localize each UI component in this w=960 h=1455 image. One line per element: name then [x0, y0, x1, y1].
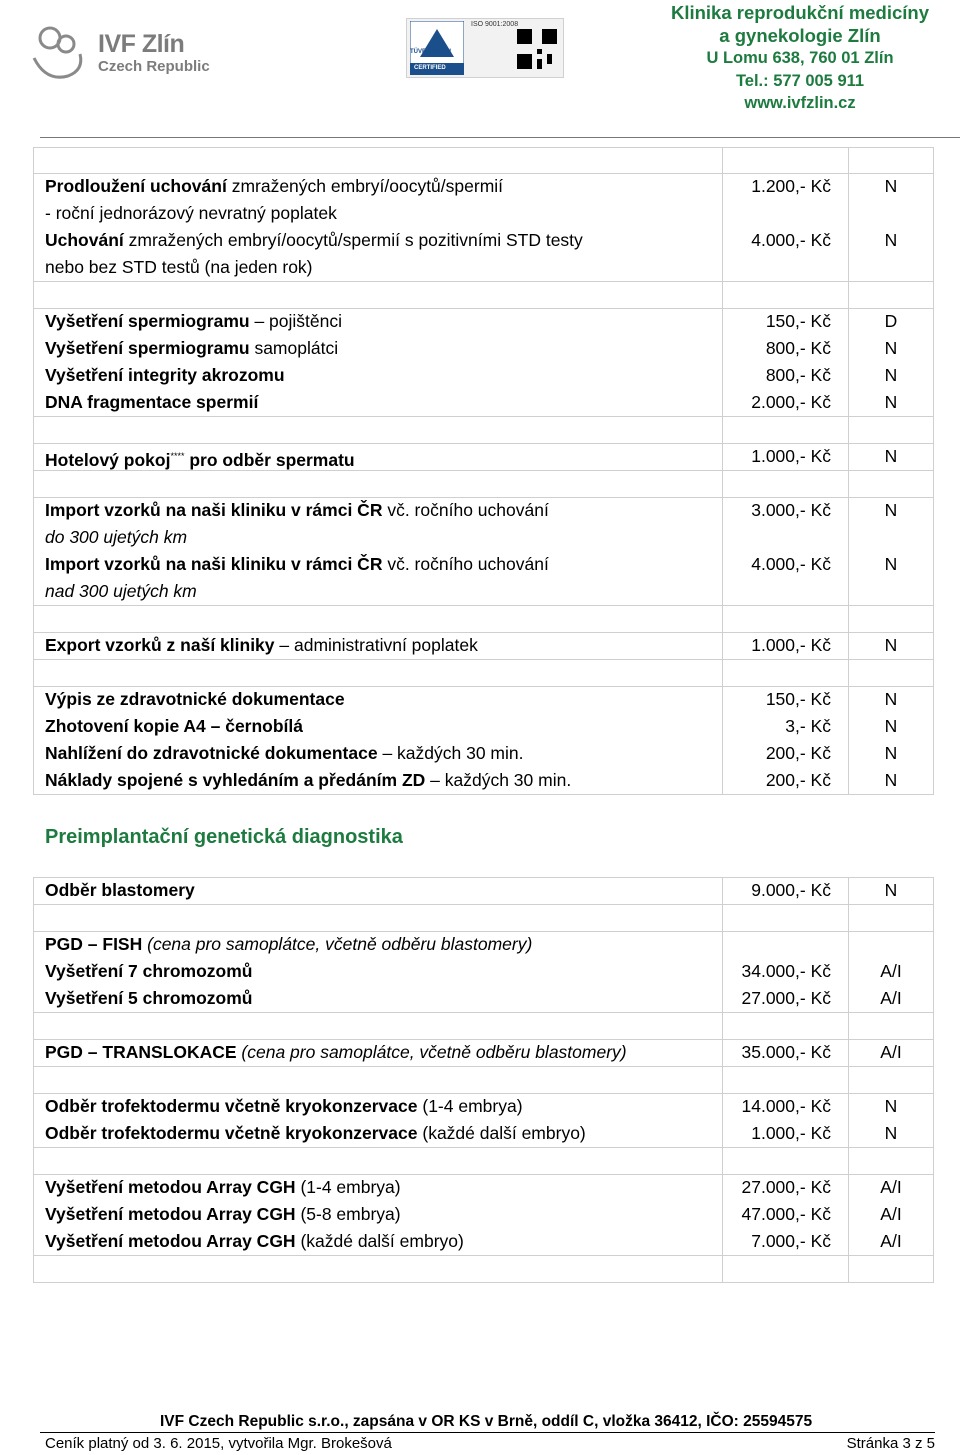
payment-code: A/I [880, 1042, 902, 1062]
table-row [33, 713, 934, 740]
footer-page-number: Stránka 3 z 5 [846, 1435, 935, 1452]
description-text: Uchování [45, 230, 124, 250]
logo-subtitle: Czech Republic [98, 58, 210, 75]
table-spacer-row [33, 904, 934, 931]
description-text: do 300 ujetých km [45, 527, 188, 547]
description-text: zmražených embryí/oocytů/spermií s pozitivními STD testy [123, 230, 583, 250]
service-description [45, 1228, 464, 1255]
service-price: 2.000,- Kč [751, 392, 831, 412]
cert-iso: ISO 9001:2008 [471, 21, 519, 28]
service-price: 34.000,- Kč [741, 961, 831, 981]
payment-code: N [884, 743, 898, 763]
description-text: Nahlížení do zdravotnické dokumentace [45, 743, 378, 763]
service-price: 1.200,- Kč [751, 176, 831, 196]
table-spacer-row [33, 605, 934, 632]
payment-code: A/I [880, 1177, 902, 1197]
payment-code: N [884, 446, 898, 466]
service-description [45, 632, 478, 659]
payment-code: N [884, 176, 898, 196]
description-text: Prodloužení uchování [45, 176, 227, 196]
service-description [45, 227, 583, 254]
service-price: 3.000,- Kč [751, 500, 831, 520]
service-price: 47.000,- Kč [741, 1204, 831, 1224]
service-description [45, 578, 197, 605]
page-header [0, 0, 960, 140]
description-text: (cena pro samoplátce, včetně odběru blastomery) [236, 1042, 627, 1062]
footer-validity: Ceník platný od 3. 6. 2015, vytvořila Mgr. Brokešová [45, 1435, 392, 1452]
price-table-pgd [33, 877, 934, 1283]
description-text: Odběr trofektodermu včetně kryokonzervace [45, 1123, 418, 1143]
table-row [33, 958, 934, 985]
description-text: (1-4 embrya) [295, 1177, 401, 1197]
service-price: 27.000,- Kč [741, 988, 831, 1008]
service-description [45, 362, 285, 389]
clinic-address: U Lomu 638, 760 01 Zlín [706, 49, 894, 67]
service-description [45, 740, 523, 767]
service-description [45, 1174, 401, 1201]
description-text: Vyšetření spermiogramu [45, 338, 250, 358]
footer-divider [40, 1432, 935, 1433]
payment-code: N [884, 716, 898, 736]
ivf-zlin-logo [28, 18, 218, 90]
table-row [33, 1201, 934, 1228]
payment-code: N [884, 1123, 898, 1143]
payment-code: A/I [880, 988, 902, 1008]
clinic-name-line1: Klinika reprodukční medicíny [670, 2, 930, 23]
service-description [45, 200, 337, 227]
table-row [33, 389, 934, 416]
description-text: (každé další embryo) [295, 1231, 464, 1251]
cert-label: CERTIFIED [414, 65, 446, 71]
payment-code: N [884, 635, 898, 655]
description-text: – každých 30 min. [377, 743, 524, 763]
description-text: Hotelový pokoj [45, 449, 171, 470]
iso-certificate-badge [406, 18, 564, 78]
service-price: 200,- Kč [765, 743, 831, 763]
description-text: Vyšetření metodou Array CGH [45, 1204, 296, 1224]
service-price: 800,- Kč [765, 365, 831, 385]
description-text: nebo bez STD testů (na jeden rok) [45, 257, 313, 277]
table-row [33, 767, 934, 794]
table-spacer-row [33, 1147, 934, 1174]
service-price: 1.000,- Kč [751, 1123, 831, 1143]
table-border-bottom [33, 1282, 934, 1283]
description-text: samoplátci [249, 338, 339, 358]
table-spacer-row [33, 470, 934, 497]
payment-code: N [884, 880, 898, 900]
description-text: Vyšetření 7 chromozomů [45, 961, 253, 981]
service-price: 35.000,- Kč [741, 1042, 831, 1062]
service-description [45, 767, 571, 794]
table-spacer-row [33, 281, 934, 308]
description-text: (5-8 embrya) [295, 1204, 401, 1224]
service-description [45, 389, 258, 416]
table-row [33, 254, 934, 281]
table-row [33, 877, 934, 904]
payment-code: N [884, 365, 898, 385]
description-text: Import vzorků na naši kliniku v rámci ČR [45, 500, 383, 520]
clinic-phone: Tel.: 577 005 911 [735, 71, 865, 90]
service-description [45, 686, 345, 713]
description-text: PGD – FISH [45, 934, 143, 954]
table-spacer-row [33, 659, 934, 686]
service-price: 1.000,- Kč [751, 635, 831, 655]
clinic-name-line2: a gynekologie Zlín [719, 24, 881, 46]
service-price: 27.000,- Kč [741, 1177, 831, 1197]
logo-title: IVF Zlín [98, 30, 185, 58]
table-spacer-row [33, 416, 934, 443]
clinic-contact [650, 2, 950, 115]
description-text: – pojištěnci [249, 311, 342, 331]
service-price: 150,- Kč [765, 311, 831, 331]
description-text: - roční jednorázový nevratný poplatek [45, 203, 337, 223]
service-price: 14.000,- Kč [741, 1096, 831, 1116]
payment-code: D [884, 311, 898, 331]
description-text: PGD – TRANSLOKACE [45, 1042, 237, 1062]
table-spacer-row [33, 1012, 934, 1039]
table-row [33, 497, 934, 524]
service-description [45, 1039, 627, 1066]
table-row [33, 578, 934, 605]
service-price: 4.000,- Kč [751, 554, 831, 574]
service-description [45, 1120, 586, 1147]
table-border-bottom [33, 794, 934, 795]
service-price: 800,- Kč [765, 338, 831, 358]
header-divider [40, 137, 960, 138]
description-text: Výpis ze zdravotnické dokumentace [45, 689, 345, 709]
service-description [45, 985, 252, 1012]
qr-code-icon [517, 29, 557, 69]
description-text: (cena pro samoplátce, včetně odběru blastomery) [142, 934, 533, 954]
service-description [45, 877, 195, 904]
service-description [45, 173, 503, 200]
description-text: Odběr blastomery [45, 880, 195, 900]
description-text: Zhotovení kopie A4 – černobílá [45, 716, 304, 736]
payment-code: N [884, 392, 898, 412]
service-price: 200,- Kč [765, 770, 831, 790]
table-row [33, 632, 934, 659]
service-description [45, 931, 532, 958]
description-text: nad 300 ujetých km [45, 581, 197, 601]
table-row [33, 931, 934, 958]
superscript-marker: **** [170, 451, 185, 461]
service-description [45, 524, 187, 551]
description-text: Vyšetření spermiogramu [45, 311, 250, 331]
service-description [45, 713, 303, 740]
description-text: (1-4 embrya) [417, 1096, 523, 1116]
table-row [33, 362, 934, 389]
service-price: 150,- Kč [765, 689, 831, 709]
table-row [33, 1174, 934, 1201]
service-description [45, 958, 252, 985]
payment-code: A/I [880, 1231, 902, 1251]
table-row [33, 227, 934, 254]
service-description [45, 497, 549, 524]
description-text: (každé další embryo) [417, 1123, 586, 1143]
description-text: DNA fragmentace spermií [45, 392, 259, 412]
service-description [45, 308, 342, 335]
footer-company: IVF Czech Republic s.r.o., zapsána v OR KS v Brně, oddíl C, vložka 36412, IČO: 25594575 [160, 1413, 813, 1430]
payment-code: N [884, 338, 898, 358]
table-row [33, 524, 934, 551]
payment-code: N [884, 230, 898, 250]
table-row [33, 740, 934, 767]
payment-code: N [884, 500, 898, 520]
table-border-top [33, 147, 934, 148]
table-row [33, 173, 934, 200]
service-price: 4.000,- Kč [751, 230, 831, 250]
service-price: 3,- Kč [785, 716, 831, 736]
description-text: vč. ročního uchování [382, 554, 549, 574]
description-text: Odběr trofektodermu včetně kryokonzervace [45, 1096, 418, 1116]
payment-code: N [884, 689, 898, 709]
table-row [33, 551, 934, 578]
service-description [45, 254, 313, 281]
description-text: pro odběr spermatu [184, 449, 355, 470]
service-description [45, 1093, 523, 1120]
logo-mark-icon [28, 18, 88, 84]
description-text: Vyšetření 5 chromozomů [45, 988, 253, 1008]
service-price: 9.000,- Kč [751, 880, 831, 900]
cert-brand: TÜVRheinland [410, 49, 452, 55]
payment-code: N [884, 770, 898, 790]
payment-code: A/I [880, 961, 902, 981]
description-text: – každých 30 min. [425, 770, 572, 790]
payment-code: N [884, 1096, 898, 1116]
service-price: 1.000,- Kč [751, 446, 831, 466]
description-text: Vyšetření metodou Array CGH [45, 1177, 296, 1197]
clinic-web-link[interactable]: www.ivfzlin.cz [744, 94, 856, 112]
payment-code: N [884, 554, 898, 574]
description-text: vč. ročního uchování [382, 500, 549, 520]
table-spacer-row [33, 1255, 934, 1282]
table-row [33, 308, 934, 335]
description-text: zmražených embryí/oocytů/spermií [226, 176, 504, 196]
payment-code: A/I [880, 1204, 902, 1224]
service-description [45, 1201, 401, 1228]
table-row [33, 1228, 934, 1255]
table-row [33, 985, 934, 1012]
table-row [33, 1093, 934, 1120]
section-title-pgd: Preimplantační genetická diagnostika [45, 826, 403, 848]
description-text: Vyšetření metodou Array CGH [45, 1231, 296, 1251]
description-text: Náklady spojené s vyhledáním a předáním ZD [45, 770, 426, 790]
table-row [33, 335, 934, 362]
table-row [33, 1039, 934, 1066]
service-description [45, 551, 549, 578]
service-description [45, 335, 338, 362]
description-text: – administrativní poplatek [274, 635, 478, 655]
description-text: Export vzorků z naší kliniky [45, 635, 275, 655]
description-text: Vyšetření integrity akrozomu [45, 365, 285, 385]
table-row [33, 686, 934, 713]
table-spacer-row [33, 1066, 934, 1093]
table-row [33, 200, 934, 227]
price-table-general [33, 147, 934, 795]
description-text: Import vzorků na naši kliniku v rámci ČR [45, 554, 383, 574]
table-row [33, 1120, 934, 1147]
table-row [33, 443, 934, 470]
service-price: 7.000,- Kč [751, 1231, 831, 1251]
